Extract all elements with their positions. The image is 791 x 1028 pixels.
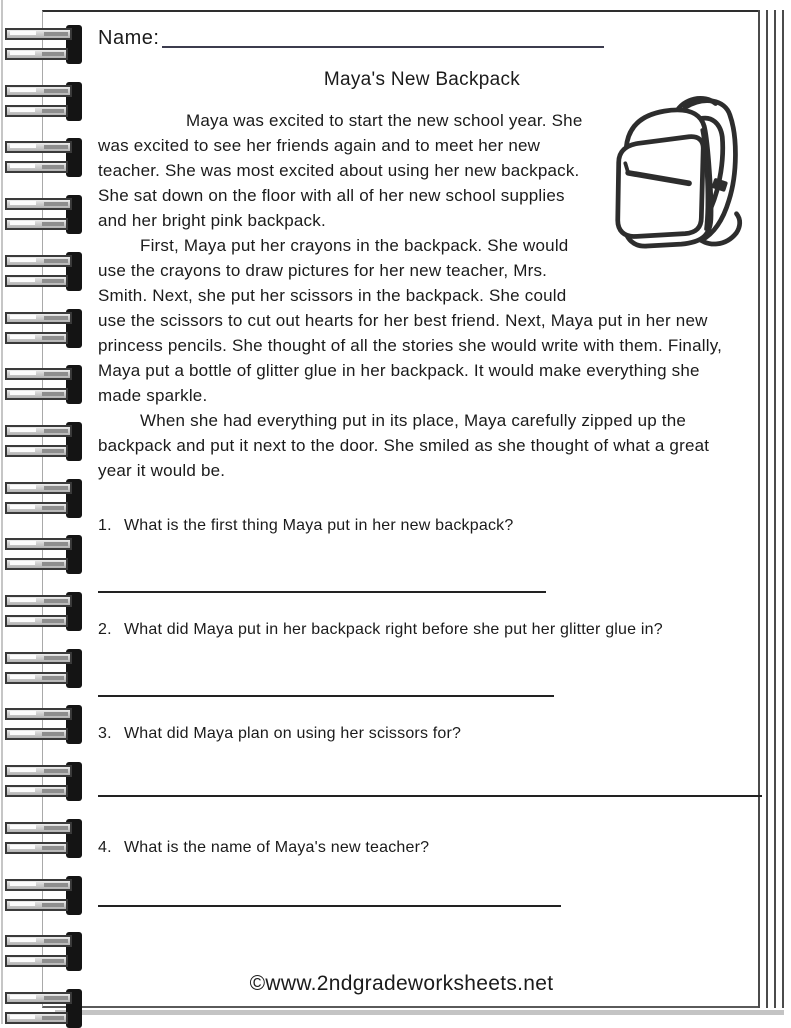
- binding-bar: [5, 935, 72, 947]
- page-bottom-shadow: [55, 1010, 784, 1015]
- binding-bar: [5, 445, 68, 457]
- name-row: [98, 26, 746, 54]
- binding-comb: [5, 652, 82, 685]
- story-paragraph-3: When she had everything put in its place, Maya carefully zipped up the backpack and put it next to the door. She smiled as she thought of what a great year it would be.: [98, 411, 710, 480]
- question-1-number: 1.: [98, 517, 112, 534]
- question-2-number: 2.: [98, 621, 112, 638]
- binding-bar: [5, 1012, 68, 1024]
- binding-bar: [5, 899, 68, 911]
- question-1-text: What is the first thing Maya put in her new backpack?: [124, 517, 514, 534]
- binding-comb: [5, 312, 82, 345]
- footer-credit: ©www.2ndgradeworksheets.net: [249, 972, 554, 995]
- binding-bar: [5, 708, 72, 720]
- answer-line-3[interactable]: [98, 795, 762, 797]
- spiral-binding: [0, 0, 92, 1024]
- binding-comb: [5, 425, 82, 458]
- binding-bar: [5, 879, 72, 891]
- binding-comb: [5, 595, 82, 628]
- questions-section: [98, 517, 746, 907]
- binding-bar: [5, 255, 72, 267]
- question-2-text: What did Maya put in her backpack right before she put her glitter glue in?: [124, 621, 663, 638]
- name-label: Name:: [98, 27, 160, 49]
- binding-comb: [5, 198, 82, 231]
- answer-line-4[interactable]: [98, 905, 561, 907]
- binding-comb: [5, 538, 82, 571]
- question-2: [98, 621, 746, 639]
- binding-comb: [5, 255, 82, 288]
- binding-bar: [5, 312, 72, 324]
- story-paragraph-2: First, Maya put her crayons in the backpack. She would use the crayons to draw pictures for her new teacher, Mrs. Smith. Next, she put her scissors in the backpack. She could use the scissors to cut out hearts for her best friend. Next, Maya put in her new princess pencils. She thought of all the stories she would write with them. Finally, Maya put a bottle of glitter glue in her backpack. It would make everything she made sparkle.: [98, 236, 723, 405]
- binding-comb: [5, 368, 82, 401]
- binding-bar: [5, 332, 68, 344]
- binding-bar: [5, 85, 72, 97]
- question-4-number: 4.: [98, 839, 112, 856]
- page-content: [43, 12, 760, 1006]
- binding-comb: [5, 992, 82, 1025]
- worksheet-title: Maya's New Backpack: [323, 69, 521, 90]
- binding-comb: [5, 708, 82, 741]
- question-1: [98, 517, 746, 535]
- binding-bar: [5, 558, 68, 570]
- binding-comb: [5, 879, 82, 912]
- binding-bar: [5, 728, 68, 740]
- binding-bar: [5, 141, 72, 153]
- binding-bar: [5, 595, 72, 607]
- binding-bar: [5, 198, 72, 210]
- notebook-page: [42, 10, 760, 1008]
- binding-bar: [5, 538, 72, 550]
- page-stack-edges: [758, 10, 786, 1008]
- binding-comb: [5, 935, 82, 968]
- binding-bar: [5, 672, 68, 684]
- binding-bar: [5, 105, 68, 117]
- binding-comb: [5, 141, 82, 174]
- question-3-text: What did Maya plan on using her scissors for?: [124, 725, 462, 742]
- binding-bar: [5, 218, 68, 230]
- binding-bar: [5, 765, 72, 777]
- binding-bar: [5, 482, 72, 494]
- binding-bar: [5, 842, 68, 854]
- story-section: [98, 108, 746, 483]
- binding-comb: [5, 822, 82, 855]
- binding-bar: [5, 48, 68, 60]
- backpack-illustration: [594, 88, 746, 278]
- question-4: [98, 839, 746, 857]
- binding-bar: [5, 785, 68, 797]
- question-3-number: 3.: [98, 725, 112, 742]
- name-input-line[interactable]: [162, 26, 604, 48]
- binding-comb: [5, 482, 82, 515]
- binding-comb: [5, 765, 82, 798]
- binding-bar: [5, 388, 68, 400]
- question-3: [98, 725, 746, 743]
- binding-comb: [5, 85, 82, 118]
- answer-line-2[interactable]: [98, 695, 554, 697]
- binding-bar: [5, 615, 68, 627]
- binding-bar: [5, 502, 68, 514]
- binding-bar: [5, 822, 72, 834]
- question-4-text: What is the name of Maya's new teacher?: [124, 839, 430, 856]
- binding-bar: [5, 425, 72, 437]
- binding-bar: [5, 955, 68, 967]
- binding-comb: [5, 28, 82, 61]
- binding-bar: [5, 652, 72, 664]
- answer-line-1[interactable]: [98, 591, 546, 593]
- backpack-icon: [594, 88, 746, 253]
- binding-bar: [5, 161, 68, 173]
- story-paragraph-1: Maya was excited to start the new school year. She was excited to see her friends again and to meet her new teacher. She was most excited about using her new backpack. She sat down on the floor with all of her new school supplies and her bright pink backpack.: [98, 111, 583, 230]
- binding-bar: [5, 992, 72, 1004]
- binding-bar: [5, 368, 72, 380]
- binding-bar: [5, 28, 72, 40]
- strap-buckle: [711, 178, 728, 192]
- binding-bar: [5, 275, 68, 287]
